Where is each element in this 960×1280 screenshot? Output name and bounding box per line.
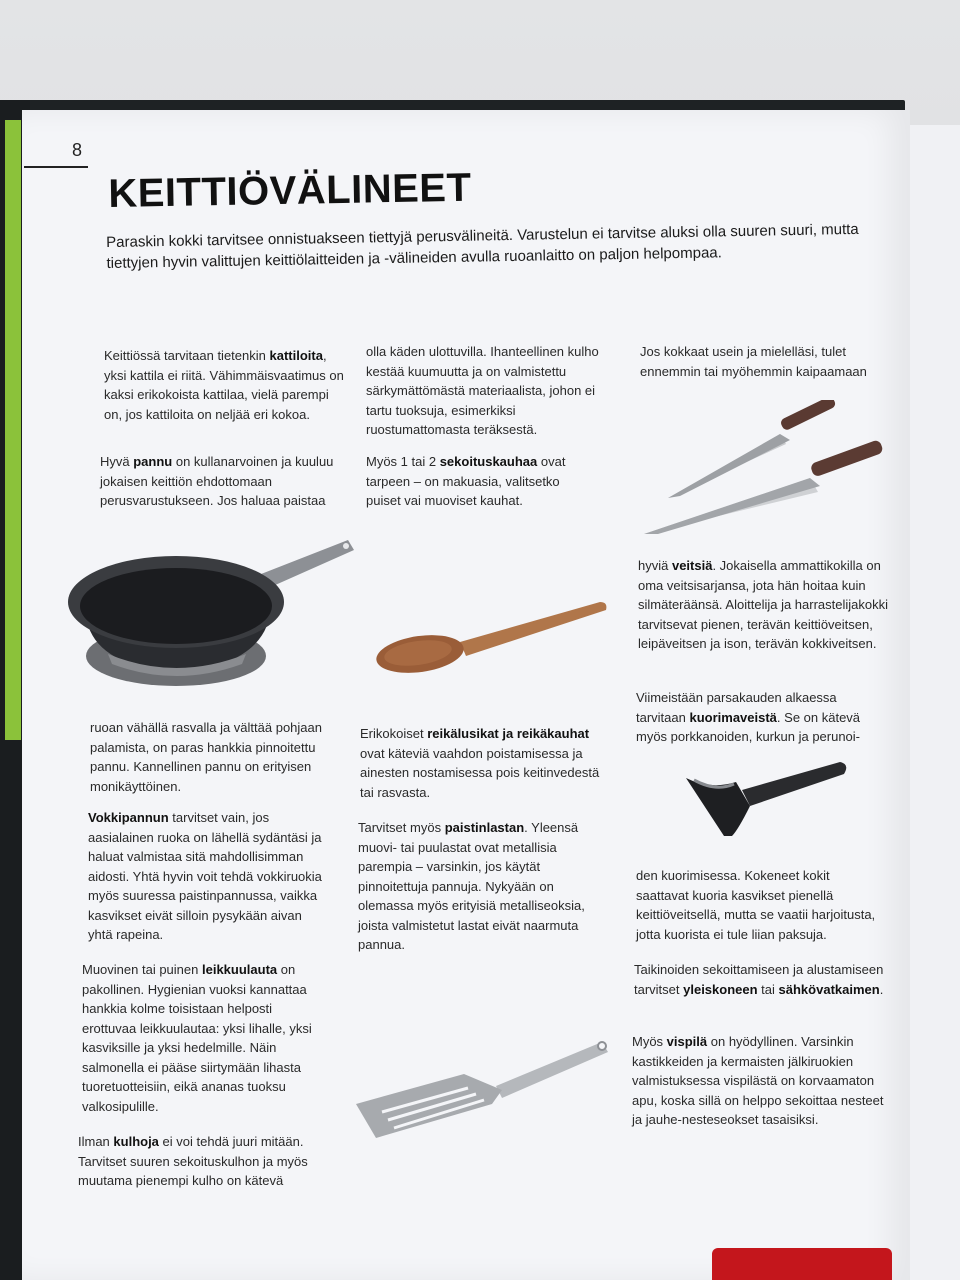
bold-term: sekoituskauhaa: [439, 454, 538, 469]
paragraph-text: Myös: [632, 1034, 667, 1049]
intro-paragraph: Paraskin kokki tarvitsee onnistuakseen tiettyjä perusvälineitä. Varustelun ei tarvitse aluksi olla suuren suuri, mutta tiettyjen hyvin valittujen keittiölaitteiden ja -välineiden avulla ruoanlaitto on paljon helpompaa.: [106, 220, 859, 272]
paragraph-text: ei voi tehdä juuri mitään. Tarvitset suuren sekoituskulhon ja myös muutama pienempi kulho on kätevä: [78, 1134, 308, 1188]
paragraph-text: Jos kokkaat usein ja mielelläsi, tulet ennemmin tai myöhemmin kaipaamaan: [640, 344, 867, 379]
paragraph-text: Tarvitset myös: [358, 820, 445, 835]
paragraph-text: ovat käteviä vaahdon poistamisessa ja ainesten nostamisessa pois keitinvedestä tai rasvasta.: [360, 745, 600, 800]
paragraph-text: Viimeistään parsakauden alkaessa tarvitaan: [636, 690, 837, 725]
vegetable-peeler-icon: [680, 756, 850, 840]
bold-term: leikkuulauta: [201, 962, 278, 977]
paragraph-text: Taikinoiden sekoittamiseen ja alustamiseen tarvitset: [634, 962, 884, 997]
red-object: [712, 1248, 892, 1280]
bold-term: kulhoja: [113, 1134, 159, 1149]
paragraph-text: on kullanarvoinen ja kuuluu jokaisen keittiön ehdottomaan perusvarustukseen. Jos haluaa paistaa: [100, 454, 334, 508]
paragraph-text: . Jokaisella ammattikokilla on oma veitsisarjansa, jota hän hoitaa kuin silmäteräänsä. Aloittelija ja harrastelijakokki tarvitsevat pienen, terävän keittiöveitsen, leipäveitsen ja ison, terävän kokkiveitsen.: [638, 558, 889, 651]
bold-term: veitsiä: [671, 558, 713, 573]
paragraph-text: Ilman: [78, 1134, 114, 1149]
paragraph-whisk: [632, 1032, 884, 1130]
paragraph-peeler-cont: [636, 866, 886, 944]
paragraph-cutting-board: [82, 960, 328, 1116]
bold-term: kattiloita: [269, 348, 323, 363]
bold-term: kuorimaveistä: [689, 709, 777, 725]
paragraph-knives-intro: [640, 342, 890, 381]
paragraph-text: . Yleensä muovi- tai puulastat ovat metallisia parempia – varsinkin, jos käytät pinnoitettuja pannuja. Nykyään on olemassa myös erityisiä metalliseoksia, joista valmistetut lastat eivät naarmuta pannua.: [358, 820, 585, 952]
paragraph-pan: [100, 452, 340, 511]
paragraph-text: ovat tarpeen – on makuasia, valitsetko puiset vai muoviset kauhat.: [366, 454, 566, 508]
bold-term: vispilä: [666, 1034, 708, 1049]
paragraph-text: ruoan vähällä rasvalla ja välttää pohjaan palamista, on paras hankkia pinnoitettu pannu. Kannellinen pannu on erityisen monikäyttöinen.: [90, 720, 322, 794]
frying-pan-icon: [66, 536, 366, 701]
paragraph-text: tarvitset vain, jos aasialainen ruoka on lähellä sydäntäsi ja haluat valmistaa sitä mahdollisimman aidosti. Yhtä hyvin voit tehdä vokkiruokia myös suuressa paistinpannussa, vaikka kasvikset eivät silloin pysykään aivan yhtä rapeina.: [88, 810, 322, 942]
bold-term: pannu: [133, 454, 173, 469]
paragraph-pan-cont: [90, 718, 330, 796]
bold-term: yleiskoneen: [683, 981, 758, 997]
paragraph-bowl-cont: [366, 342, 616, 440]
chef-knives-icon: [640, 400, 890, 540]
paragraph-bowls: [78, 1132, 324, 1191]
slotted-spatula-icon: [352, 1034, 616, 1142]
bold-term: sähkövatkaimen: [778, 981, 880, 997]
paragraph-text: on pakollinen. Hygienian vuoksi kannattaa hankkia kolme toisistaan helposti erottuvaa leikkuulautaa: yksi lihalle, yksi kasviksille ja yksi hedelmille. Näin salmonella ei pääse siirtymään lihasta tuoretuotteisiin, eikä ananas tuoksu valkosipulille.: [82, 962, 312, 1114]
paragraph-text: . Se on kätevä myös porkkanoiden, kurkun ja perunoi-: [636, 709, 861, 744]
paragraph-text: .: [879, 981, 884, 997]
page-number-rule: [24, 166, 88, 168]
paragraph-wok: [88, 808, 328, 945]
bold-term: paistinlastan: [444, 820, 525, 835]
chapter-title: KEITTIÖVÄLINEET: [108, 165, 472, 216]
paragraph-slotted-spoons: [360, 724, 610, 802]
paragraph-pots: [104, 346, 344, 424]
paragraph-text: Keittiössä tarvitaan tietenkin: [104, 348, 270, 363]
bold-term: reikälusikat ja reikäkauhat: [427, 726, 590, 741]
paragraph-text: Hyvä: [100, 454, 134, 469]
paragraph-ladles: [366, 452, 586, 511]
page-number: 8: [72, 140, 83, 160]
paragraph-spatula: [358, 818, 610, 955]
paragraph-text: Myös 1 tai 2: [366, 454, 440, 469]
book-green-strip: [5, 120, 21, 740]
bold-term: Vokkipannun: [88, 810, 169, 825]
paragraph-mixer: [634, 960, 886, 999]
paragraph-text: olla käden ulottuvilla. Ihanteellinen kulho kestää kuumuutta ja on valmistettu särkymättömästä materiaalista, johon ei tartu tuoksuja, esimerkiksi ruostumattomasta teräksestä.: [366, 344, 599, 437]
paragraph-text: Muovinen tai puinen: [82, 962, 202, 977]
paragraph-text: , yksi kattila ei riitä. Vähimmäisvaatimus on kaksi erikokoista kattilaa, vielä parempi on, jos kattiloita on neljää eri kokoa.: [104, 348, 344, 422]
paragraph-knives: [638, 556, 888, 654]
wooden-spoon-icon: [374, 598, 610, 678]
paragraph-text: tai: [757, 981, 779, 997]
paragraph-text: den kuorimisessa. Kokeneet kokit saattavat kuoria kasvikset pienellä keittiöveitsellä, mutta se vaatii harjoitusta, jotta kuorista ei tule liian paksuja.: [636, 868, 876, 942]
paragraph-text: on hyödyllinen. Varsinkin kastikkeiden ja kermaisten jälkiruokien valmistuksessa vispilästä on korvaamaton apu, koska sillä on helppo sekoittaa nesteet ja jauhe-nesteseokset tasaisiksi.: [632, 1034, 884, 1127]
paragraph-peeler: [636, 688, 886, 747]
paragraph-text: Erikokoiset: [360, 726, 428, 741]
paragraph-text: hyviä: [638, 558, 672, 573]
